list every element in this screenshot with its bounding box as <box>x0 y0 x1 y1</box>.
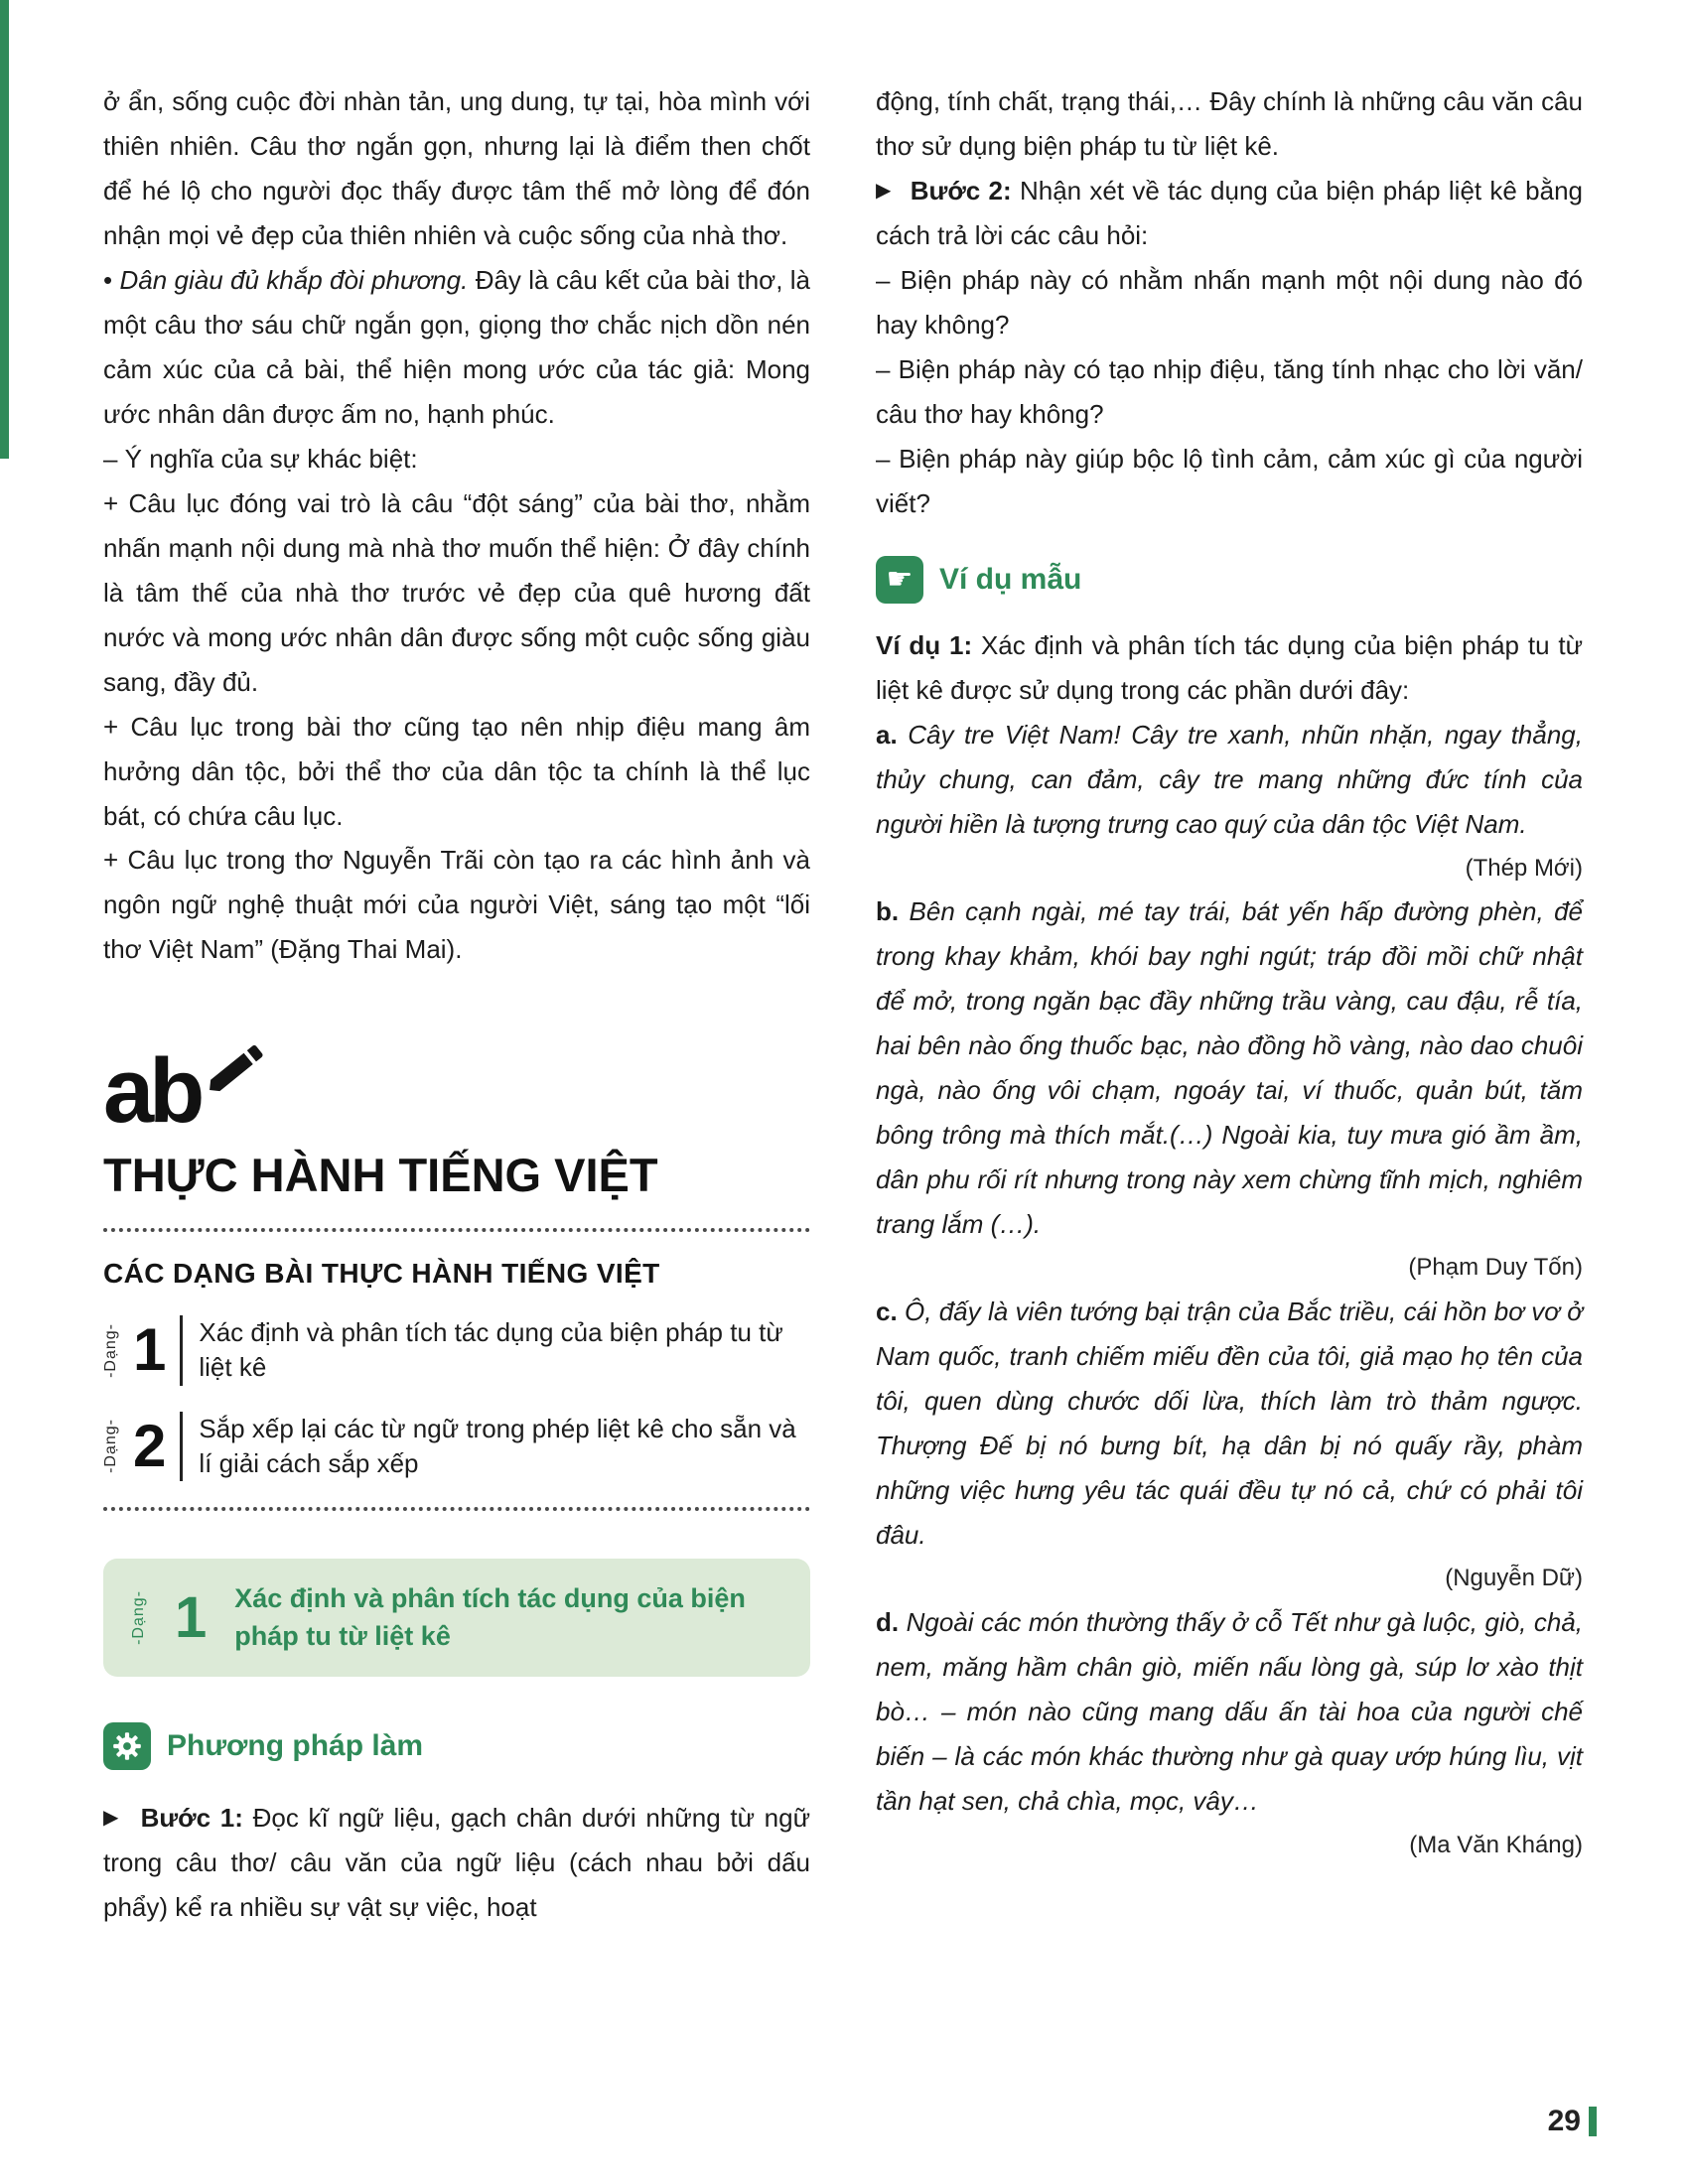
quote-letter: c. <box>876 1296 898 1326</box>
bullet-lead-italic: Dân giàu đủ khắp đòi phương. <box>119 264 469 295</box>
step-1-text: Đọc kĩ ngữ liệu, gạch chân dưới những từ ngữ trong câu thơ/ câu văn của ngữ liệu (cách nhau bởi dấu phẩy) kể ra nhiều sự vật sự việc, hoạt <box>103 1803 810 1923</box>
step-1-paragraph <box>103 1796 810 1930</box>
paragraph-dash: – Ý nghĩa của sự khác biệt: <box>103 443 418 474</box>
dang-number: 2 <box>133 1412 167 1479</box>
triangle-bullet-icon: ▶ <box>103 1807 121 1830</box>
page-number <box>1548 2105 1597 2138</box>
bullet-dot: • <box>103 264 113 295</box>
quote-item-c <box>876 1290 1583 1558</box>
quote-source: (Nguyễn Dữ) <box>1445 1565 1583 1592</box>
step-2-paragraph <box>876 169 1583 258</box>
quote-text: Ngoài các món thường thấy ở cỗ Tết như gà luộc, giò, chả, nem, măng hầm chân giò, miến nấu lòng gà, súp lơ xào thịt bò… – món nào cũng mang dấu ấn tài hoa của người chế biến – là các món khác thường như gà quay ướp húng lìu, vịt tần hạt sen, chả chìa, mọc, vây… <box>876 1606 1584 1816</box>
dang-box-title: Xác định và phân tích tác dụng của biện pháp tu từ liệt kê <box>234 1582 746 1651</box>
dang-number: 1 <box>133 1316 167 1384</box>
right-column <box>876 79 1583 1930</box>
dang-1-highlight-box <box>103 1559 810 1678</box>
step-1-label: Bước 1: <box>140 1803 243 1834</box>
step-2-text: Nhận xét về tác dụng của biện pháp liệt kê bằng cách trả lời các câu hỏi: <box>876 175 1583 250</box>
paragraph-plus: + Câu lục trong thơ Nguyễn Trãi còn tạo ra các hình ảnh và ngôn ngữ nghệ thuật mới của người Việt, sáng tạo một “lối thơ Việt Nam” (Đặng Thai Mai). <box>103 845 810 965</box>
dang-text: Sắp xếp lại các từ ngữ trong phép liệt kê cho sẵn và lí giải cách sắp xếp <box>180 1412 810 1481</box>
example-heading: Ví dụ mẫu <box>939 562 1082 596</box>
type-item-2 <box>103 1412 810 1481</box>
quote-item-a <box>876 713 1583 847</box>
paragraph-bullet <box>103 258 810 437</box>
example-1-label: Ví dụ 1: <box>876 629 973 660</box>
logo-ab-text: ab <box>103 1040 201 1143</box>
method-heading-row <box>103 1722 810 1770</box>
quote-text: Cây tre Việt Nam! Cây tre xanh, nhũn nhặn, ngay thẳng, thủy chung, can đảm, cây tre mang những đức tính của người hiền là tượng trưng cao quý của dân tộc Việt Nam. <box>876 719 1583 839</box>
dotted-divider <box>103 1228 810 1232</box>
paragraph-plus: + Câu lục đóng vai trò là câu “đột sáng” của bài thơ, nhằm nhấn mạnh nội dung mà nhà thơ muốn thể hiện: Ở đây chính là tâm thế của nhà thơ trước vẻ đẹp của quê hương đất nước và mong ước nhân dân được sống một cuộc sống giàu sang, đầy đủ. <box>103 487 810 697</box>
left-edge-accent-bar <box>0 0 9 459</box>
example-heading-row <box>876 556 1583 604</box>
page-number-accent-bar <box>1589 2107 1597 2136</box>
question-item: – Biện pháp này có tạo nhịp điệu, tăng tính nhạc cho lời văn/ câu thơ hay không? <box>876 353 1583 429</box>
paragraph-plus: + Câu lục trong bài thơ cũng tạo nên nhịp điệu mang âm hưởng dân tộc, bởi thể thơ của dân tộc ta chính là thể lục bát, có chứa câu lục. <box>103 711 810 831</box>
quote-letter: a. <box>876 719 898 750</box>
section-title: THỰC HÀNH TIẾNG VIỆT <box>103 1149 658 1202</box>
quote-item-b <box>876 889 1583 1247</box>
example-1-intro <box>876 623 1583 713</box>
bullet-rest: Đây là câu kết của bài thơ, là một câu thơ sáu chữ ngắn gọn, giọng thơ chắc nịch dồn nén cảm xúc của cả bài, thể hiện mong ước của tác giả: Mong ước nhân dân được ấm no, hạnh phúc. <box>103 264 811 429</box>
quote-text: Bên cạnh ngài, mé tay trái, bát yến hấp đường phèn, để trong khay khảm, khói bay nghi ngút; tráp đồi mồi chữ nhật để mở, trong ngăn bạc đầy những trầu vàng, cau đậu, rễ tía, hai bên nào ống thuốc bạc, nào đồng hồ vàng, nào dao chuôi ngà, nào ống vôi chạm, ngoáy tai, ví thuốc, quản bút, tăm bông trông mà thích mắt.(…) Ngoài kia, tuy mưa gió ầm ầm, dân phu rối rít nhưng trong này xem chừng tĩnh mịch, nghiêm trang lắm (…). <box>876 895 1583 1239</box>
quote-source: (Thép Mới) <box>1465 854 1583 882</box>
quote-letter: b. <box>876 895 900 926</box>
dang-vertical-label: -Dạng- <box>102 1323 119 1378</box>
gear-icon <box>103 1722 151 1770</box>
ab-pencil-logo <box>103 1035 810 1143</box>
dang-vertical-label: -Dạng- <box>130 1590 147 1645</box>
pencil-icon <box>201 1032 273 1110</box>
pointing-hand-icon: ☛ <box>876 556 923 604</box>
paragraph: ở ẩn, sống cuộc đời nhàn tản, ung dung, tự tại, hòa mình với thiên nhiên. Câu thơ ngắn gọn, nhưng lại là điểm then chốt để hé lộ cho người đọc thấy được tâm thế mở lòng để đón nhận mọi vẻ đẹp của thiên nhiên và cuộc sống của nhà thơ. <box>103 86 810 250</box>
page-number-value: 29 <box>1547 2105 1581 2137</box>
question-item: – Biện pháp này giúp bộc lộ tình cảm, cảm xúc gì của người viết? <box>876 443 1583 518</box>
quote-text: Ô, đấy là viên tướng bại trận của Bắc triều, cái hồn bơ vơ ở Nam quốc, tranh chiếm miếu đền của tôi, giả mạo họ tên của tôi, quen dùng chước dối lừa, thích làm trò thảm ngược. Thượng Đế bị nó bưng bít, hạ dân bị nó quấy rầy, phàm những việc hưng yêu tác quái đều tự nó cả, chứ có phải tôi đâu. <box>876 1296 1583 1550</box>
type-item-1 <box>103 1315 810 1385</box>
method-heading: Phương pháp làm <box>167 1729 424 1763</box>
dotted-divider <box>103 1507 810 1511</box>
dang-box-number: 1 <box>175 1584 208 1650</box>
quote-letter: d. <box>876 1606 900 1637</box>
dang-text: Xác định và phân tích tác dụng của biện pháp tu từ liệt kê <box>180 1315 810 1385</box>
question-item: – Biện pháp này có nhằm nhấn mạnh một nội dung nào đó hay không? <box>876 264 1583 340</box>
types-heading: CÁC DẠNG BÀI THỰC HÀNH TIẾNG VIỆT <box>103 1258 660 1290</box>
quote-source: (Ma Văn Kháng) <box>1409 1831 1583 1858</box>
paragraph: động, tính chất, trạng thái,… Đây chính là những câu văn câu thơ sử dụng biện pháp tu từ liệt kê. <box>876 86 1583 161</box>
step-2-label: Bước 2: <box>910 175 1012 205</box>
quote-source: (Phạm Duy Tốn) <box>1408 1254 1583 1282</box>
dang-vertical-label: -Dạng- <box>102 1419 119 1474</box>
left-column <box>103 79 810 1930</box>
quote-item-d <box>876 1600 1583 1824</box>
example-1-text: Xác định và phân tích tác dụng của biện pháp tu từ liệt kê được sử dụng trong các phần dưới đây: <box>876 629 1583 705</box>
triangle-bullet-icon: ▶ <box>876 179 893 202</box>
